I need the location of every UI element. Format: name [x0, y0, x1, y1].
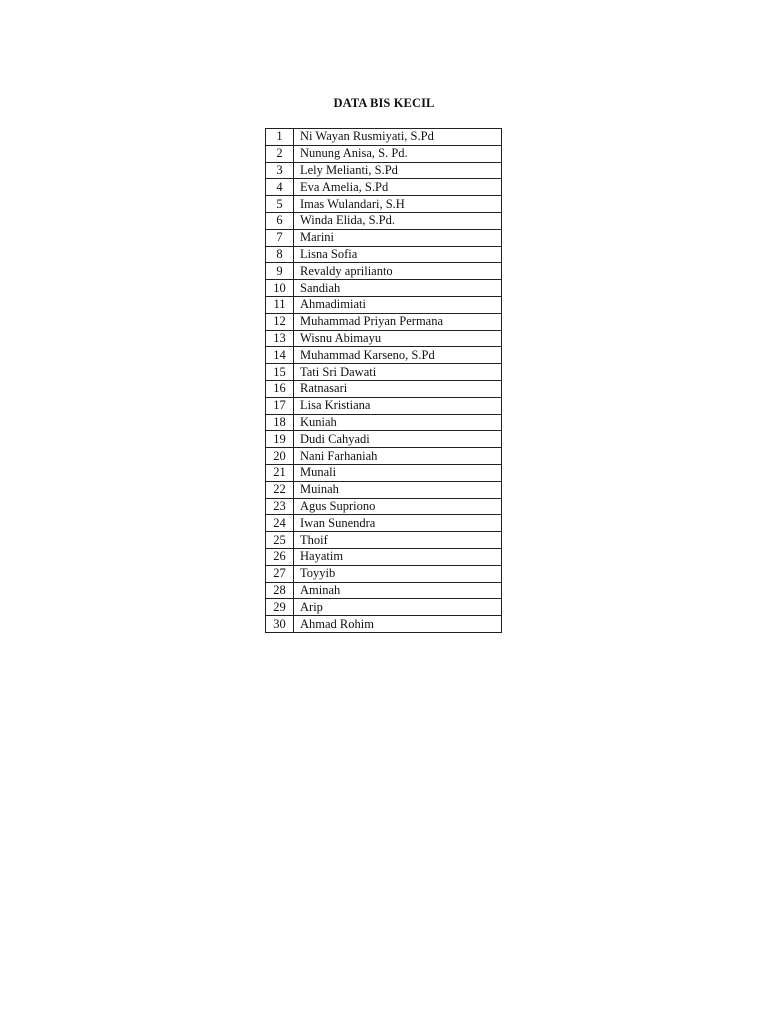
table-row	[266, 582, 502, 599]
person-name-cell: Ahmadimiati	[294, 296, 502, 313]
person-name-cell: Muhammad Karseno, S.Pd	[294, 347, 502, 364]
table-row	[266, 498, 502, 515]
row-number-cell: 24	[266, 515, 294, 532]
person-name-cell: Ahmad Rohim	[294, 616, 502, 633]
passenger-table	[265, 128, 502, 633]
row-number-cell: 14	[266, 347, 294, 364]
table-row	[266, 330, 502, 347]
row-number-cell: 9	[266, 263, 294, 280]
table-row	[266, 448, 502, 465]
person-name-cell: Aminah	[294, 582, 502, 599]
person-name-cell: Ratnasari	[294, 380, 502, 397]
row-number-cell: 22	[266, 481, 294, 498]
person-name-cell: Winda Elida, S.Pd.	[294, 212, 502, 229]
row-number-cell: 15	[266, 364, 294, 381]
person-name-cell: Lisa Kristiana	[294, 397, 502, 414]
row-number-cell: 7	[266, 229, 294, 246]
table-row	[266, 229, 502, 246]
person-name-cell: Nunung Anisa, S. Pd.	[294, 145, 502, 162]
table-row	[266, 296, 502, 313]
person-name-cell: Marini	[294, 229, 502, 246]
table-row	[266, 129, 502, 146]
table-row	[266, 532, 502, 549]
person-name-cell: Iwan Sunendra	[294, 515, 502, 532]
row-number-cell: 23	[266, 498, 294, 515]
table-row	[266, 464, 502, 481]
row-number-cell: 28	[266, 582, 294, 599]
person-name-cell: Hayatim	[294, 548, 502, 565]
person-name-cell: Ni Wayan Rusmiyati, S.Pd	[294, 129, 502, 146]
person-name-cell: Eva Amelia, S.Pd	[294, 179, 502, 196]
row-number-cell: 1	[266, 129, 294, 146]
table-row	[266, 246, 502, 263]
page-title: DATA BIS KECIL	[333, 96, 435, 110]
row-number-cell: 4	[266, 179, 294, 196]
person-name-cell: Dudi Cahyadi	[294, 431, 502, 448]
row-number-cell: 3	[266, 162, 294, 179]
row-number-cell: 12	[266, 313, 294, 330]
row-number-cell: 29	[266, 599, 294, 616]
person-name-cell: Lely Melianti, S.Pd	[294, 162, 502, 179]
row-number-cell: 10	[266, 280, 294, 297]
table-row	[266, 280, 502, 297]
table-row	[266, 212, 502, 229]
person-name-cell: Wisnu Abimayu	[294, 330, 502, 347]
person-name-cell: Toyyib	[294, 565, 502, 582]
table-row	[266, 313, 502, 330]
row-number-cell: 27	[266, 565, 294, 582]
row-number-cell: 20	[266, 448, 294, 465]
person-name-cell: Muinah	[294, 481, 502, 498]
row-number-cell: 26	[266, 548, 294, 565]
table-row	[266, 397, 502, 414]
table-row	[266, 263, 502, 280]
person-name-cell: Imas Wulandari, S.H	[294, 196, 502, 213]
table-row	[266, 364, 502, 381]
table-row	[266, 548, 502, 565]
row-number-cell: 30	[266, 616, 294, 633]
row-number-cell: 25	[266, 532, 294, 549]
row-number-cell: 2	[266, 145, 294, 162]
person-name-cell: Lisna Sofia	[294, 246, 502, 263]
row-number-cell: 21	[266, 464, 294, 481]
table-row	[266, 347, 502, 364]
table-row	[266, 380, 502, 397]
row-number-cell: 11	[266, 296, 294, 313]
row-number-cell: 17	[266, 397, 294, 414]
person-name-cell: Thoif	[294, 532, 502, 549]
person-name-cell: Muhammad Priyan Permana	[294, 313, 502, 330]
person-name-cell: Sandiah	[294, 280, 502, 297]
person-name-cell: Kuniah	[294, 414, 502, 431]
table-row	[266, 414, 502, 431]
table-row	[266, 616, 502, 633]
table-row	[266, 481, 502, 498]
person-name-cell: Arip	[294, 599, 502, 616]
person-name-cell: Munali	[294, 464, 502, 481]
person-name-cell: Agus Supriono	[294, 498, 502, 515]
table-row	[266, 196, 502, 213]
table-row	[266, 565, 502, 582]
row-number-cell: 8	[266, 246, 294, 263]
row-number-cell: 19	[266, 431, 294, 448]
person-name-cell: Tati Sri Dawati	[294, 364, 502, 381]
person-name-cell: Revaldy aprilianto	[294, 263, 502, 280]
row-number-cell: 16	[266, 380, 294, 397]
table-row	[266, 599, 502, 616]
row-number-cell: 13	[266, 330, 294, 347]
table-row	[266, 515, 502, 532]
row-number-cell: 5	[266, 196, 294, 213]
row-number-cell: 6	[266, 212, 294, 229]
table-row	[266, 431, 502, 448]
table-body	[266, 129, 502, 633]
table-row	[266, 145, 502, 162]
person-name-cell: Nani Farhaniah	[294, 448, 502, 465]
table-row	[266, 179, 502, 196]
row-number-cell: 18	[266, 414, 294, 431]
table-row	[266, 162, 502, 179]
